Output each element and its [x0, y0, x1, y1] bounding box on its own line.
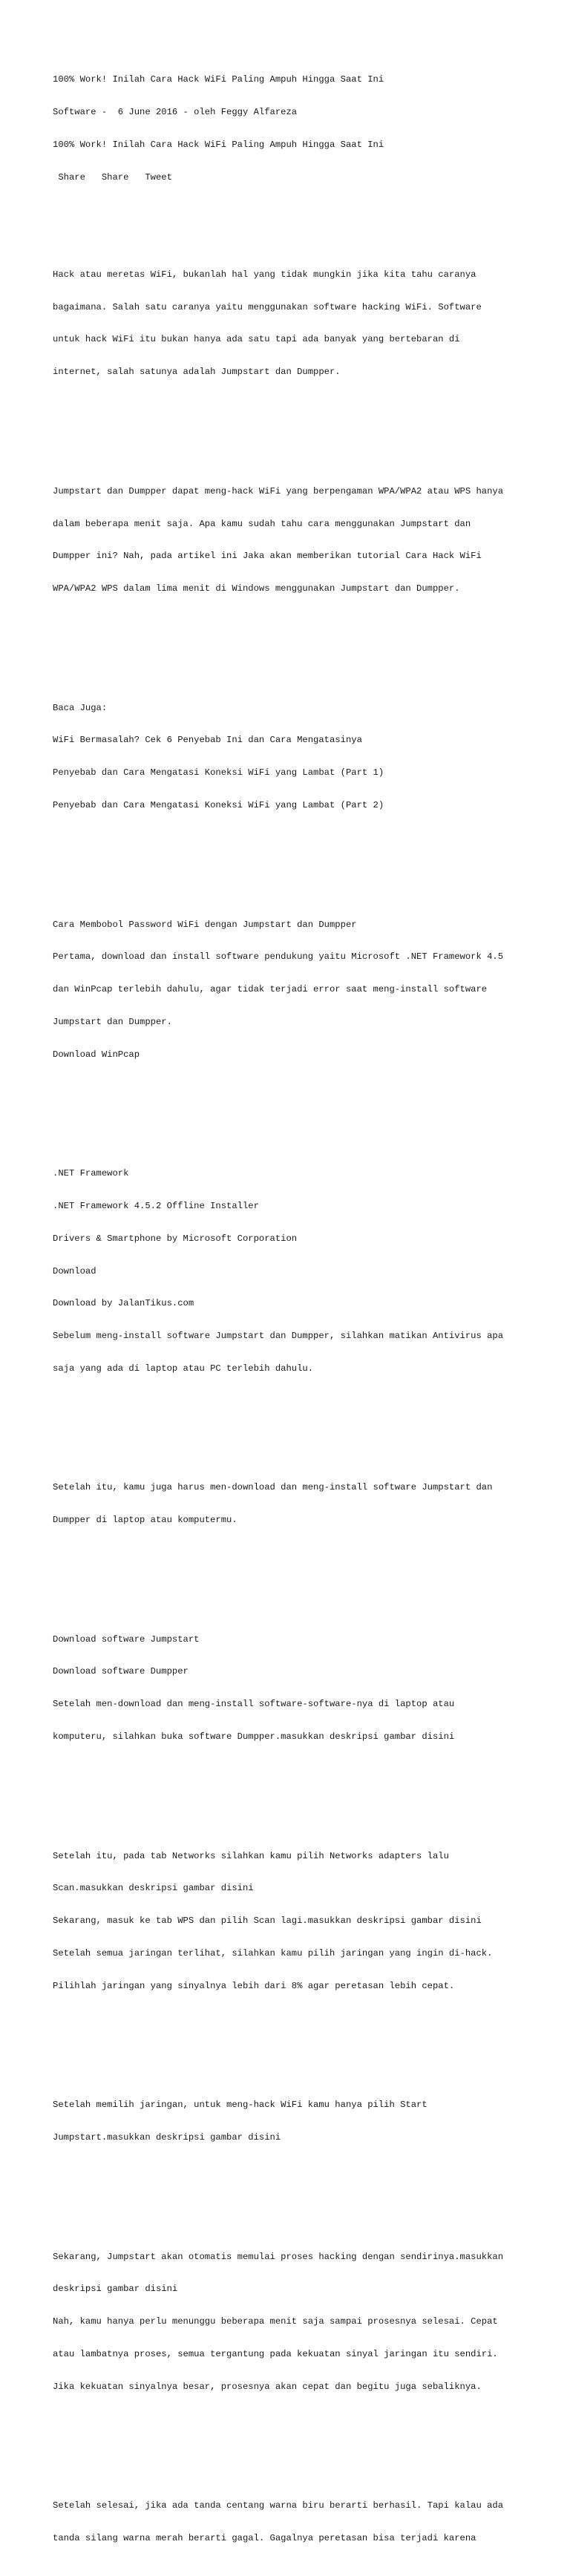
- paragraph-downloads: [53, 1613, 543, 1764]
- article-title-repeat: 100% Work! Inilah Cara Hack WiFi Paling Ampuh Hingga Saat Ini: [53, 139, 384, 150]
- related-link: Penyebab dan Cara Mengatasi Koneksi WiFi yang Lambat (Part 1): [53, 767, 384, 779]
- text-line: Jumpstart dan Dumpper dapat meng-hack WiFi yang berpengaman WPA/WPA2 atau WPS hanya: [53, 485, 504, 496]
- paragraph-gap: [53, 1104, 543, 1115]
- text-line: Download by JalanTikus.com: [53, 1298, 194, 1309]
- text-line: .NET Framework: [53, 1168, 129, 1179]
- paragraph-gap: [53, 2035, 543, 2046]
- paragraph-gap: [53, 1418, 543, 1429]
- text-line: Jumpstart dan Dumpper.: [53, 1016, 172, 1027]
- paragraph-networks: [53, 1829, 543, 2013]
- download-text: Download: [53, 1265, 96, 1276]
- paragraph-baca-juga: [53, 681, 543, 832]
- related-link: Penyebab dan Cara Mengatasi Koneksi WiFi yang Lambat (Part 2): [53, 799, 384, 810]
- download-jumpstart-text: Download software Jumpstart: [53, 1633, 200, 1645]
- text-line: Dumpper ini? Nah, pada artikel ini Jaka akan memberikan tutorial Cara Hack WiFi: [53, 551, 482, 562]
- text-line: Jika kekuatan sinyalnya besar, prosesnya akan cepat dan begitu juga sebaliknya.: [53, 2381, 482, 2392]
- text-line: Setelah memilih jaringan, untuk meng-hack WiFi kamu hanya pilih Start: [53, 2100, 428, 2111]
- text-line: Sekarang, masuk ke tab WPS dan pilih Scan lagi.masukkan deskripsi gambar disini: [53, 1915, 482, 1927]
- paragraph-gap: [53, 854, 543, 865]
- text-line: .NET Framework 4.5.2 Offline Installer: [53, 1200, 259, 1211]
- article-title: 100% Work! Inilah Cara Hack WiFi Paling Ampuh Hingga Saat Ini: [53, 74, 384, 85]
- text-line: Pilihlah jaringan yang sinyalnya lebih dari 8% agar peretasan lebih cepat.: [53, 1980, 455, 1991]
- paragraph-gap: [53, 421, 543, 432]
- paragraph-gap: [53, 638, 543, 649]
- article-meta: Software - 6 June 2016 - oleh Feggy Alfareza: [53, 106, 298, 117]
- section-heading: Cara Membobol Password WiFi dengan Jumpstart dan Dumpper: [53, 919, 357, 930]
- paragraph-gap: [53, 2436, 543, 2447]
- paragraph-intro: [53, 248, 543, 399]
- text-line: dalam beberapa menit saja. Apa kamu sudah tahu cara menggunakan Jumpstart dan: [53, 518, 471, 529]
- related-link: WiFi Bermasalah? Cek 6 Penyebab Ini dan Cara Mengatasinya: [53, 735, 362, 746]
- text-line: untuk hack WiFi itu bukan hanya ada satu tapi ada banyak yang bertebaran di: [53, 334, 460, 345]
- text-line: Setelah men-download dan meng-install software-software-nya di laptop atau: [53, 1699, 455, 1710]
- text-line: Nah, kamu hanya perlu menunggu beberapa menit saja sampai prosesnya selesai. Cepat: [53, 2316, 498, 2327]
- text-line: atau lambatnya proses, semua tergantung pada kekuatan sinyal jaringan itu sendiri.: [53, 2348, 498, 2359]
- text-line: WPA/WPA2 WPS dalam lima menit di Windows menggunakan Jumpstart dan Dumpper.: [53, 583, 460, 594]
- paragraph-gap: [53, 204, 543, 215]
- text-line: bagaimana. Salah satu caranya yaitu menggunakan software hacking WiFi. Software: [53, 301, 482, 312]
- paragraph-jumpstart-intro: [53, 465, 543, 616]
- text-line: Pertama, download dan install software pendukung yaitu Microsoft .NET Framework 4.5: [53, 951, 504, 963]
- paragraph-gap: [53, 2186, 543, 2198]
- download-dumpper-text: Download software Dumpper: [53, 1666, 189, 1677]
- text-line: Dumpper di laptop atau komputermu.: [53, 1515, 238, 1526]
- text-line: komputeru, silahkan buka software Dumpper.masukkan deskripsi gambar disini: [53, 1731, 455, 1743]
- text-line: tanda silang warna merah berarti gagal. Gagalnya peretasan bisa terjadi karena: [53, 2532, 476, 2543]
- text-line: Baca Juga:: [53, 702, 108, 713]
- paragraph-gap: [53, 1569, 543, 1580]
- text-line: dan WinPcap terlebih dahulu, agar tidak terjadi error saat meng-install software: [53, 984, 488, 995]
- text-line: internet, salah satunya adalah Jumpstart dan Dumpper.: [53, 367, 341, 378]
- paragraph-gap: [53, 1786, 543, 1797]
- paragraph-start-jumpstart: [53, 2078, 543, 2165]
- paragraph-step-one: [53, 897, 543, 1081]
- document-body: [53, 53, 543, 2576]
- paragraph-dotnet: [53, 1147, 543, 1396]
- text-line: Drivers & Smartphone by Microsoft Corporation: [53, 1233, 298, 1244]
- share-bar: Share Share Tweet: [53, 171, 172, 183]
- download-winpcap-text: Download WinPcap: [53, 1049, 140, 1060]
- text-line: Setelah itu, pada tab Networks silahkan kamu pilih Networks adapters lalu: [53, 1850, 449, 1861]
- paragraph-result: [53, 2479, 543, 2566]
- text-line: deskripsi gambar disini: [53, 2284, 178, 2295]
- text-line: Hack atau meretas WiFi, bukanlah hal yang tidak mungkin jika kita tahu caranya: [53, 269, 476, 280]
- text-line: Setelah itu, kamu juga harus men-download dan meng-install software Jumpstart dan: [53, 1482, 493, 1493]
- text-line: Jumpstart.masukkan deskripsi gambar disini: [53, 2132, 281, 2143]
- paragraph-install: [53, 1461, 543, 1547]
- text-line: Sebelum meng-install software Jumpstart dan Dumpper, silahkan matikan Antivirus apa: [53, 1331, 504, 1342]
- text-line: Sekarang, Jumpstart akan otomatis memulai proses hacking dengan sendirinya.masukkan: [53, 2251, 504, 2262]
- text-line: saja yang ada di laptop atau PC terlebih dahulu.: [53, 1363, 314, 1374]
- text-line: Setelah semua jaringan terlihat, silahkan kamu pilih jaringan yang ingin di-hack.: [53, 1947, 493, 1959]
- text-line: Setelah selesai, jika ada tanda centang warna biru berarti berhasil. Tapi kalau ada: [53, 2500, 504, 2511]
- text-line: Scan.masukkan deskripsi gambar disini: [53, 1883, 254, 1894]
- paragraph-hacking-process: [53, 2229, 543, 2413]
